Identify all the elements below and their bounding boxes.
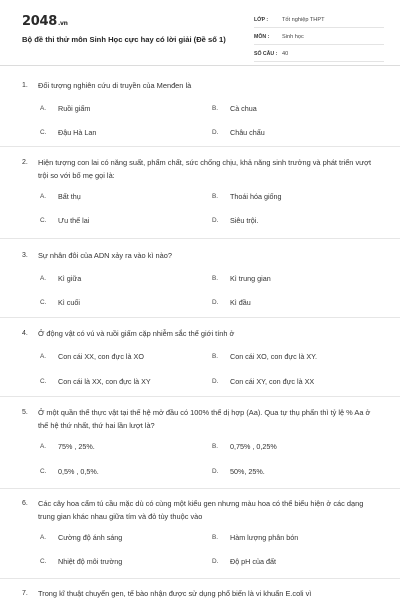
option-text: Ưu thế lai	[58, 216, 90, 225]
option-text: Cường độ ánh sáng	[58, 533, 123, 542]
option-c[interactable]	[40, 557, 122, 566]
option-d[interactable]	[212, 467, 265, 476]
option-letter: C.	[40, 217, 47, 224]
question-divider	[0, 488, 400, 489]
question-text: Trong kĩ thuật chuyển gen, tế bào nhận được sử dụng phổ biến là vi khuẩn E.coli vì	[38, 589, 312, 598]
meta-label: MÔN :	[254, 34, 270, 40]
document-meta	[254, 13, 384, 64]
option-letter: C.	[40, 558, 47, 565]
option-letter: A.	[40, 193, 47, 200]
option-letter: B.	[212, 534, 219, 541]
option-letter: C.	[40, 129, 47, 136]
option-letter: B.	[212, 275, 219, 282]
option-b[interactable]	[212, 192, 282, 201]
question-3	[0, 252, 400, 322]
option-letter: A.	[40, 534, 47, 541]
option-letter: A.	[40, 443, 47, 450]
option-letter: D.	[212, 217, 219, 224]
option-text: Con cái XO, con đực là XY.	[230, 352, 317, 361]
option-letter: B.	[212, 105, 219, 112]
question-number: 5.	[22, 409, 28, 416]
option-letter: C.	[40, 468, 47, 475]
option-text: Kì giữa	[58, 274, 82, 283]
question-divider	[0, 317, 400, 318]
option-letter: D.	[212, 378, 219, 385]
question-text: Các cây hoa cẩm tú cầu mặc dù có cùng một kiểu gen nhưng màu hoa có thể biểu hiện ở các dạng trung gian khác nhau giữa tím và đỏ tùy thuộc vào	[38, 499, 364, 521]
option-letter: B.	[212, 353, 219, 360]
option-a[interactable]	[40, 274, 81, 283]
option-b[interactable]	[212, 533, 298, 542]
option-d[interactable]	[212, 557, 276, 566]
meta-row-subject	[254, 30, 384, 45]
option-c[interactable]	[40, 467, 99, 476]
option-letter: D.	[212, 558, 219, 565]
option-b[interactable]	[212, 274, 271, 283]
question-text: Ở một quần thể thực vật tại thế hệ mở đầu có 100% thể dị hợp (Aa). Qua tự thụ phấn thì tỷ lệ % Aa ở thế hệ thứ nhất, thứ hai lần lượt là?	[38, 408, 371, 430]
option-text: Kì đầu	[230, 298, 251, 307]
question-divider	[0, 578, 400, 579]
option-text: Đậu Hà Lan	[58, 128, 97, 137]
question-text: Hiện tượng con lai có năng suất, phẩm chất, sức chống chịu, khả năng sinh trưởng và phát triển vượt trội so với bố mẹ gọi là:	[38, 158, 372, 180]
option-text: 0,75% , 0,25%	[230, 442, 277, 451]
option-a[interactable]	[40, 192, 81, 201]
option-text: 75% , 25%.	[58, 442, 95, 451]
option-letter: A.	[40, 275, 47, 282]
option-text: Cà chua	[230, 104, 257, 113]
option-text: Con cái XY, con đực là XX	[230, 377, 315, 386]
question-divider	[0, 146, 400, 147]
document-title: Bộ đề thi thử môn Sinh Học cực hay có lời giải (Đề số 1)	[22, 35, 226, 44]
question-list	[0, 66, 400, 600]
question-divider	[0, 396, 400, 397]
question-number: 7.	[22, 590, 28, 597]
option-text: Hàm lượng phân bón	[230, 533, 299, 542]
option-d[interactable]	[212, 298, 251, 307]
meta-row-class	[254, 13, 384, 28]
meta-value: Tốt nghiệp THPT	[282, 17, 325, 23]
question-number: 4.	[22, 330, 28, 337]
question-number: 3.	[22, 252, 28, 259]
option-letter: D.	[212, 299, 219, 306]
option-text: Kì cuối	[58, 298, 80, 307]
meta-label: SỐ CÂU :	[254, 51, 278, 57]
logo-text: 2048	[22, 14, 57, 29]
option-text: Bất thụ	[58, 192, 81, 201]
option-c[interactable]	[40, 128, 96, 137]
option-letter: A.	[40, 353, 47, 360]
question-5	[0, 409, 400, 490]
option-text: Nhiệt độ môi trường	[58, 557, 123, 566]
question-7	[0, 590, 400, 600]
option-c[interactable]	[40, 216, 89, 225]
option-letter: C.	[40, 378, 47, 385]
option-b[interactable]	[212, 104, 257, 113]
question-text: Đối tượng nghiên cứu di truyền của Menđen là	[38, 81, 192, 90]
question-text: Ở động vật có vú và ruồi giấm cặp nhiễm sắc thể giới tính ở	[38, 329, 235, 338]
option-a[interactable]	[40, 533, 122, 542]
option-letter: D.	[212, 129, 219, 136]
option-d[interactable]	[212, 216, 258, 225]
option-text: 50%, 25%.	[230, 467, 265, 476]
option-b[interactable]	[212, 442, 277, 451]
option-a[interactable]	[40, 352, 144, 361]
question-4	[0, 330, 400, 400]
option-text: Châu chấu	[230, 128, 265, 137]
site-logo[interactable]	[22, 14, 68, 29]
option-letter: A.	[40, 105, 47, 112]
option-c[interactable]	[40, 377, 151, 386]
option-a[interactable]	[40, 442, 95, 451]
option-letter: B.	[212, 193, 219, 200]
document-header	[0, 0, 400, 66]
option-text: Thoái hóa giống	[230, 192, 282, 201]
question-divider	[0, 238, 400, 239]
option-b[interactable]	[212, 352, 317, 361]
option-c[interactable]	[40, 298, 80, 307]
question-number: 1.	[22, 82, 28, 89]
option-text: Siêu trội.	[230, 216, 259, 225]
option-d[interactable]	[212, 128, 265, 137]
meta-label: LỚP :	[254, 17, 269, 23]
question-number: 2.	[22, 159, 28, 166]
meta-row-count	[254, 47, 384, 62]
meta-value: 40	[282, 51, 289, 57]
option-text: Con cái là XX, con đực là XY	[58, 377, 151, 386]
option-letter: D.	[212, 468, 219, 475]
question-1	[0, 82, 400, 152]
option-text: Ruồi giấm	[58, 104, 91, 113]
option-text: Độ pH của đất	[230, 557, 276, 566]
option-letter: C.	[40, 299, 47, 306]
option-d[interactable]	[212, 377, 314, 386]
question-6	[0, 500, 400, 581]
option-letter: B.	[212, 443, 219, 450]
logo-suffix: .vn	[57, 20, 68, 27]
question-2	[0, 159, 400, 240]
option-text: Con cái XX, con đực là XO	[58, 352, 144, 361]
meta-value: Sinh học	[282, 34, 304, 40]
option-text: 0,5% , 0,5%.	[58, 467, 99, 476]
option-text: Kì trung gian	[230, 274, 271, 283]
question-number: 6.	[22, 500, 28, 507]
option-a[interactable]	[40, 104, 90, 113]
question-text: Sự nhân đôi của ADN xảy ra vào kì nào?	[38, 251, 172, 260]
